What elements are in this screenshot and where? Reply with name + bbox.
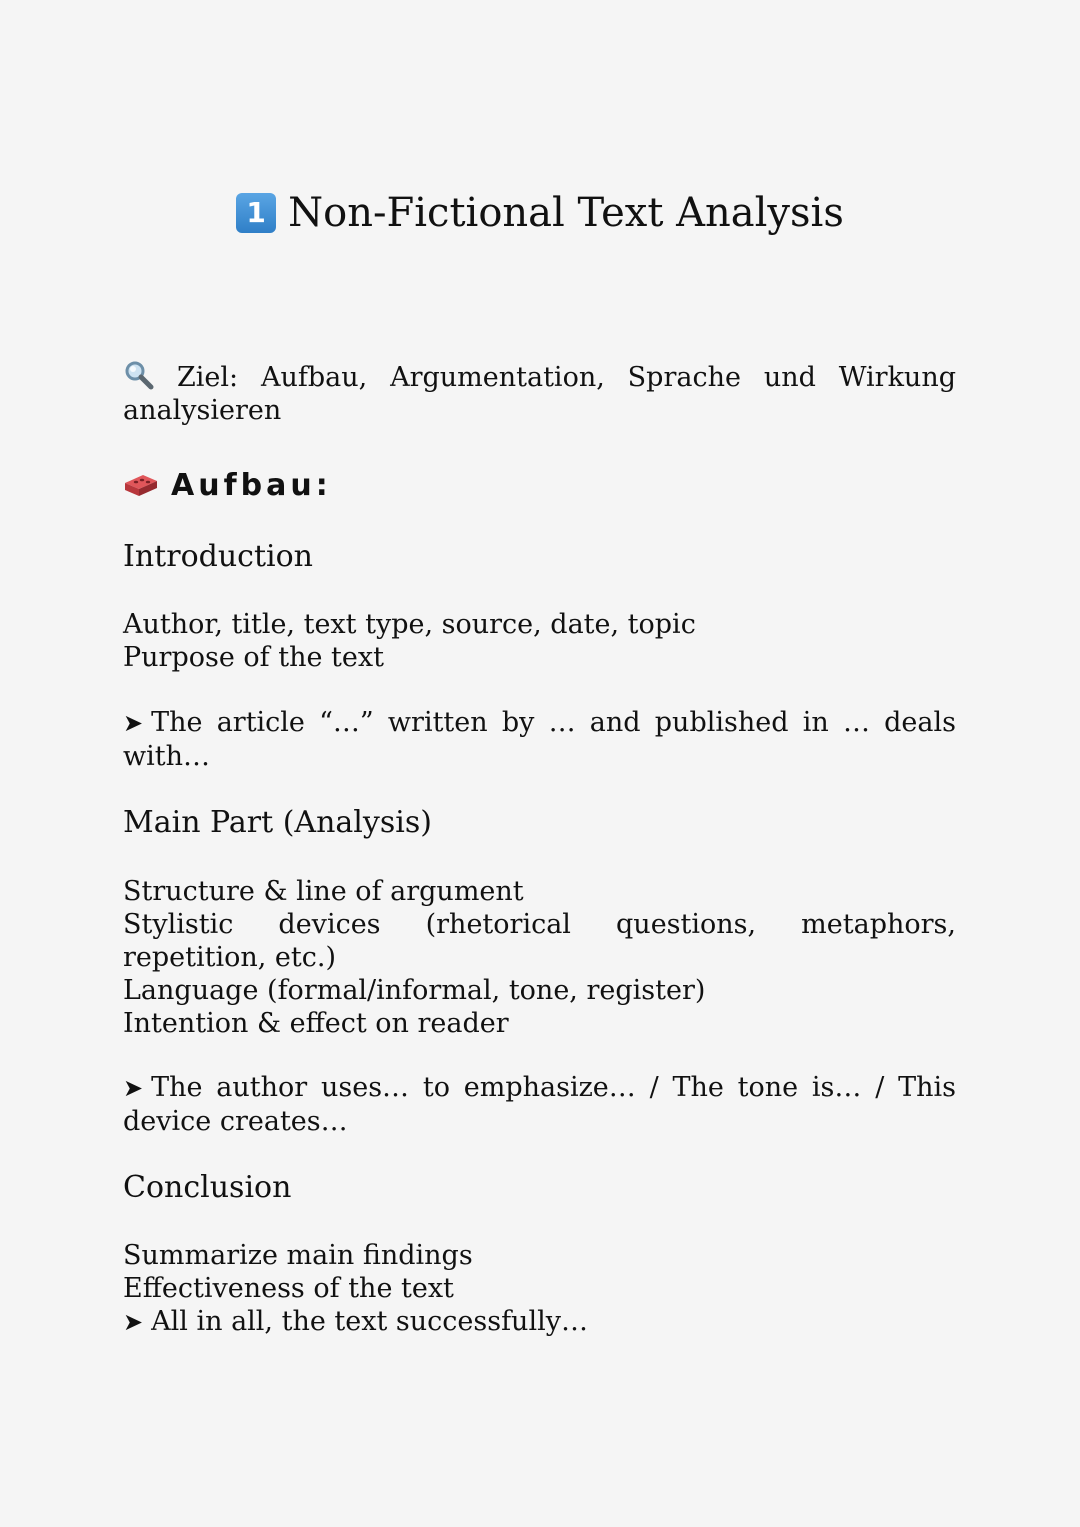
arrow-icon: ➤	[123, 1308, 144, 1336]
brick-icon	[123, 473, 159, 497]
conclusion-heading: Conclusion	[123, 1170, 292, 1205]
main-part-example-line-2: device creates…	[123, 1106, 348, 1137]
goal-text-line-2: analysieren	[123, 395, 282, 426]
introduction-items	[123, 608, 956, 674]
page-title	[0, 185, 1080, 241]
arrow-icon: ➤	[123, 709, 144, 737]
conclusion-example: ➤ All in all, the text successfully…	[123, 1306, 588, 1337]
main-part-example-line-1: ➤ The author uses… to emphasize… / The tone is… / This	[123, 1072, 956, 1103]
main-part-heading: Main Part (Analysis)	[123, 805, 432, 840]
list-item: Structure & line of argument	[123, 876, 524, 907]
goal-paragraph	[123, 360, 956, 427]
aufbau-heading	[123, 466, 332, 506]
goal-line-1	[123, 360, 956, 394]
list-item: Intention & effect on reader	[123, 1008, 509, 1039]
keycap-number-icon: 1	[236, 193, 276, 233]
main-part-example	[123, 1071, 956, 1138]
introduction-example-line-2: with…	[123, 741, 210, 772]
list-item: Purpose of the text	[123, 642, 384, 673]
magnifying-glass-icon	[123, 360, 157, 390]
introduction-example-line-1: ➤ The article “…” written by … and published in … deals	[123, 707, 956, 738]
aufbau-heading-text: Aufbau:	[171, 468, 332, 503]
list-item: Stylistic devices (rhetorical questions, metaphors,	[123, 909, 956, 940]
introduction-heading: Introduction	[123, 539, 313, 574]
goal-text-line-1: Ziel: Aufbau, Argumentation, Sprache und Wirkung	[177, 362, 956, 393]
page-title-text: Non-Fictional Text Analysis	[288, 190, 844, 236]
main-part-items	[123, 875, 956, 1040]
conclusion-items	[123, 1239, 956, 1339]
introduction-example	[123, 706, 956, 773]
arrow-icon: ➤	[123, 1074, 144, 1102]
list-item: Effectiveness of the text	[123, 1273, 454, 1304]
list-item-continuation: repetition, etc.)	[123, 942, 336, 973]
list-item: Language (formal/informal, tone, register)	[123, 975, 706, 1006]
list-item: Author, title, text type, source, date, topic	[123, 609, 696, 640]
list-item: Summarize main findings	[123, 1240, 473, 1271]
